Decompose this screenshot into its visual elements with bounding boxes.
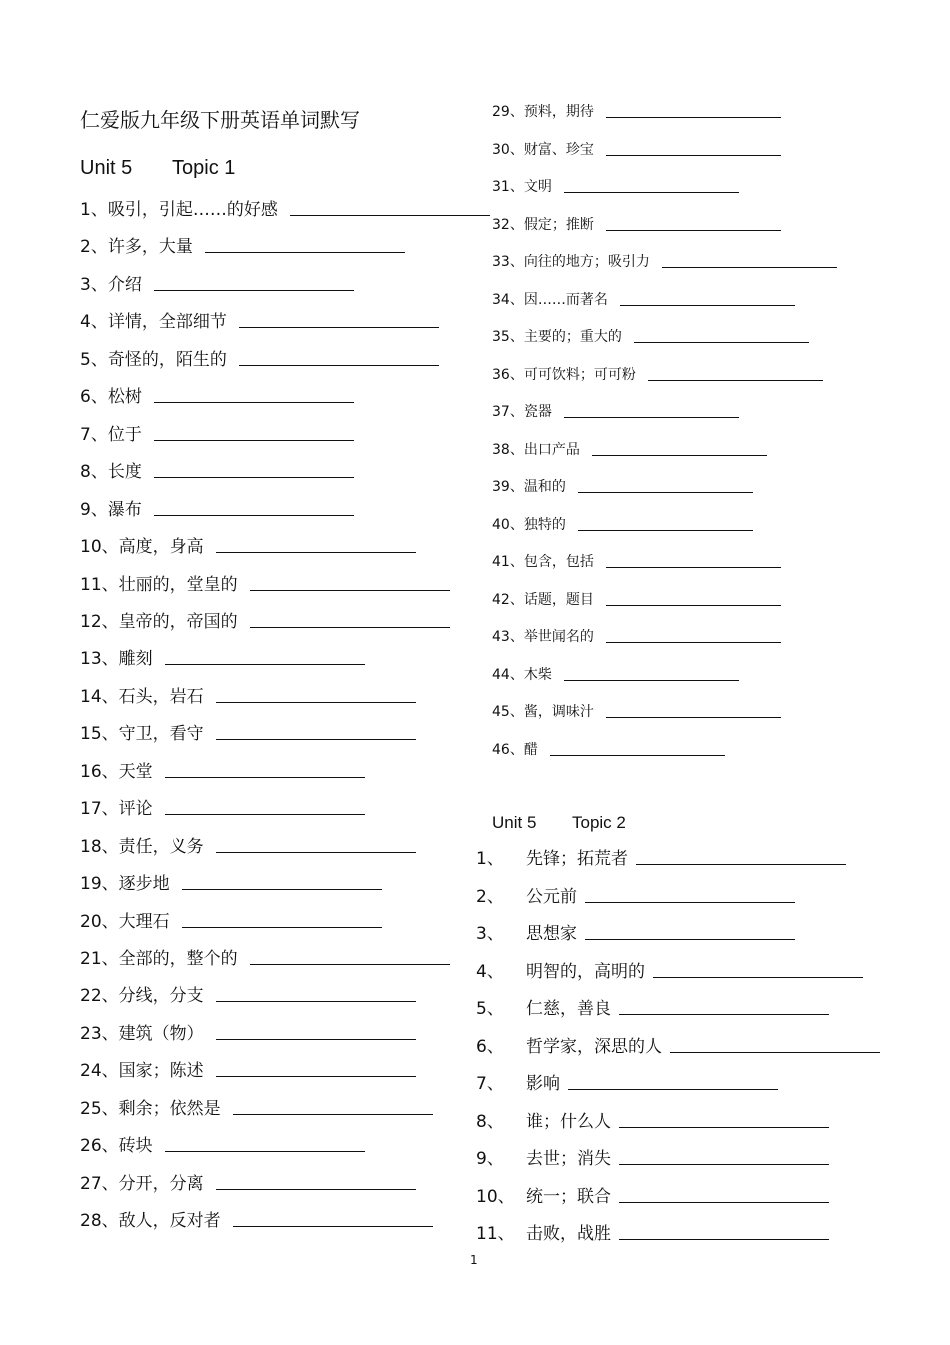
answer-blank[interactable] (619, 1127, 829, 1128)
answer-blank[interactable] (564, 417, 739, 418)
answer-blank[interactable] (592, 455, 767, 456)
item-prompt: 27、分开，分离 (80, 1173, 204, 1194)
item-prompt: 36、可可饮料；可可粉 (492, 366, 636, 383)
item-prompt: 公元前 (526, 886, 577, 907)
list-item (80, 498, 354, 522)
item-number: 11、 (476, 1224, 515, 1244)
list-item (492, 588, 781, 612)
answer-blank[interactable] (233, 1226, 433, 1227)
list-item (492, 550, 781, 574)
answer-blank[interactable] (205, 252, 405, 253)
list-item (80, 573, 450, 597)
answer-blank[interactable] (216, 739, 416, 740)
list-item (492, 738, 725, 762)
list-item (80, 1022, 416, 1046)
answer-blank[interactable] (653, 977, 863, 978)
answer-blank[interactable] (670, 1052, 880, 1053)
answer-blank[interactable] (620, 305, 795, 306)
item-prompt: 45、酱，调味汁 (492, 704, 594, 720)
list-item (80, 310, 439, 334)
item-prompt: 8、长度 (80, 462, 142, 483)
list-item (492, 100, 781, 124)
item-number: 1、 (476, 849, 504, 869)
answer-blank[interactable] (154, 515, 354, 516)
answer-blank[interactable] (216, 1189, 416, 1190)
list-item (476, 997, 829, 1021)
answer-blank[interactable] (564, 192, 739, 193)
list-item (492, 363, 823, 387)
answer-blank[interactable] (606, 117, 781, 118)
answer-blank[interactable] (619, 1239, 829, 1240)
list-item (80, 1097, 433, 1121)
topic1-heading (80, 157, 235, 180)
item-number: 9、 (476, 1149, 504, 1169)
answer-blank[interactable] (239, 365, 439, 366)
list-item (492, 250, 837, 274)
list-item (80, 273, 354, 297)
answer-blank[interactable] (606, 567, 781, 568)
answer-blank[interactable] (250, 590, 450, 591)
list-item (492, 325, 809, 349)
item-prompt: 11、壮丽的，堂皇的 (80, 574, 238, 595)
item-prompt: 19、逐步地 (80, 874, 170, 895)
page-number: 1 (470, 1253, 478, 1267)
item-prompt: 31、文明 (492, 179, 552, 195)
answer-blank[interactable] (154, 290, 354, 291)
list-item (476, 1147, 829, 1171)
topic2-heading (492, 813, 626, 833)
list-item (80, 910, 382, 934)
answer-blank[interactable] (154, 402, 354, 403)
answer-blank[interactable] (165, 1151, 365, 1152)
list-item (80, 872, 382, 896)
item-prompt: 思想家 (526, 924, 577, 944)
list-item (492, 175, 739, 199)
list-item (80, 797, 365, 821)
list-item (80, 1172, 416, 1196)
list-item (80, 685, 416, 709)
item-prompt: 44、木柴 (492, 666, 552, 683)
item-prompt: 10、高度，身高 (80, 537, 204, 558)
list-item (492, 138, 781, 162)
list-item (492, 625, 781, 649)
answer-blank[interactable] (165, 664, 365, 665)
answer-blank[interactable] (550, 755, 725, 756)
item-prompt: 34、因……而著名 (492, 291, 608, 308)
answer-blank[interactable] (606, 155, 781, 156)
list-item (80, 235, 405, 259)
answer-blank[interactable] (648, 380, 823, 381)
answer-blank[interactable] (636, 864, 846, 865)
list-item (80, 760, 365, 784)
list-item (80, 385, 354, 409)
list-item (476, 1185, 829, 1209)
item-number: 2、 (476, 886, 504, 907)
item-prompt: 23、建筑（物） (80, 1023, 204, 1044)
item-prompt: 30、财富、珍宝 (492, 141, 594, 158)
answer-blank[interactable] (182, 889, 382, 890)
answer-blank[interactable] (216, 552, 416, 553)
item-prompt: 14、石头，岩石 (80, 686, 204, 707)
item-prompt: 43、举世闻名的 (492, 629, 594, 645)
item-prompt: 28、敌人，反对者 (80, 1211, 221, 1232)
item-prompt: 2、许多，大量 (80, 237, 193, 258)
item-prompt: 4、详情，全部细节 (80, 312, 227, 333)
answer-blank[interactable] (568, 1089, 778, 1090)
answer-blank[interactable] (233, 1114, 433, 1115)
item-prompt: 41、包含，包括 (492, 554, 594, 570)
item-prompt: 25、剩余；依然是 (80, 1098, 221, 1119)
item-prompt: 影响 (526, 1074, 560, 1094)
item-prompt: 9、瀑布 (80, 499, 142, 520)
answer-blank[interactable] (578, 492, 753, 493)
list-item (80, 984, 416, 1008)
item-prompt: 21、全部的，整个的 (80, 949, 238, 969)
list-item (492, 513, 753, 537)
item-number: 10、 (476, 1186, 515, 1207)
item-number: 8、 (476, 1111, 504, 1132)
answer-blank[interactable] (216, 852, 416, 853)
list-item (492, 213, 781, 237)
answer-blank[interactable] (290, 215, 490, 216)
item-prompt: 18、责任，义务 (80, 836, 204, 857)
item-prompt: 17、评论 (80, 799, 153, 820)
topic2-unit: Unit 5 (492, 813, 537, 832)
item-prompt: 统一；联合 (526, 1186, 611, 1207)
item-prompt: 谁；什么人 (526, 1111, 611, 1132)
answer-blank[interactable] (606, 642, 781, 643)
list-item (80, 460, 354, 484)
item-prompt: 15、守卫，看守 (80, 724, 204, 745)
answer-blank[interactable] (606, 717, 781, 718)
answer-blank[interactable] (216, 1039, 416, 1040)
item-prompt: 6、松树 (80, 387, 142, 408)
item-prompt: 1、吸引，引起……的好感 (80, 200, 278, 220)
item-prompt: 35、主要的；重大的 (492, 329, 622, 345)
answer-blank[interactable] (619, 1202, 829, 1203)
list-item (80, 535, 416, 559)
item-prompt: 37、瓷器 (492, 404, 552, 420)
item-prompt: 仁慈，善良 (526, 999, 611, 1019)
list-item (492, 400, 739, 424)
item-number: 4、 (476, 961, 504, 982)
item-prompt: 5、奇怪的，陌生的 (80, 349, 227, 370)
answer-blank[interactable] (619, 1014, 829, 1015)
item-prompt: 7、位于 (80, 424, 142, 445)
answer-blank[interactable] (578, 530, 753, 531)
list-item (492, 663, 739, 687)
item-number: 6、 (476, 1036, 504, 1057)
item-prompt: 22、分线，分支 (80, 986, 204, 1007)
list-item (476, 847, 846, 871)
list-item (476, 885, 795, 909)
item-prompt: 明智的，高明的 (526, 961, 645, 982)
topic1-unit: Unit 5 (80, 157, 133, 179)
topic1-topic: Topic 1 (172, 157, 236, 179)
list-item (80, 1059, 416, 1083)
item-prompt: 13、雕刻 (80, 649, 153, 670)
item-prompt: 12、皇帝的，帝国的 (80, 611, 238, 632)
answer-blank[interactable] (165, 777, 365, 778)
list-item (476, 1110, 829, 1134)
topic2-topic: Topic 2 (572, 813, 626, 832)
item-number: 3、 (476, 924, 504, 944)
item-prompt: 46、醋 (492, 741, 538, 758)
answer-blank[interactable] (606, 605, 781, 606)
list-item (80, 610, 450, 634)
item-prompt: 26、砖块 (80, 1136, 153, 1157)
answer-blank[interactable] (250, 964, 450, 965)
list-item (80, 647, 365, 671)
answer-blank[interactable] (619, 1164, 829, 1165)
list-item (476, 1072, 778, 1096)
answer-blank[interactable] (182, 927, 382, 928)
list-item (80, 722, 416, 746)
item-prompt: 32、假定；推断 (492, 216, 594, 233)
answer-blank[interactable] (634, 342, 809, 343)
item-prompt: 38、出口产品 (492, 441, 580, 458)
item-prompt: 先锋；拓荒者 (526, 849, 628, 869)
list-item (492, 475, 753, 499)
answer-blank[interactable] (239, 327, 439, 328)
answer-blank[interactable] (154, 440, 354, 441)
list-item (492, 288, 795, 312)
list-item (80, 1134, 365, 1158)
answer-blank[interactable] (585, 939, 795, 940)
list-item (476, 1035, 880, 1059)
list-item (476, 922, 795, 946)
answer-blank[interactable] (216, 1001, 416, 1002)
answer-blank[interactable] (606, 230, 781, 231)
answer-blank[interactable] (154, 477, 354, 478)
list-item (476, 1222, 829, 1246)
item-number: 5、 (476, 999, 504, 1019)
answer-blank[interactable] (216, 702, 416, 703)
item-prompt: 40、独特的 (492, 516, 566, 533)
item-prompt: 击败，战胜 (526, 1224, 611, 1244)
item-prompt: 16、天堂 (80, 761, 153, 782)
item-prompt: 42、话题，题目 (492, 591, 594, 608)
item-prompt: 29、预料，期待 (492, 104, 594, 120)
list-item (80, 423, 354, 447)
item-prompt: 33、向往的地方；吸引力 (492, 254, 650, 270)
answer-blank[interactable] (165, 814, 365, 815)
item-prompt: 3、介绍 (80, 274, 142, 295)
list-item (492, 438, 767, 462)
item-prompt: 20、大理石 (80, 911, 170, 932)
answer-blank[interactable] (662, 267, 837, 268)
answer-blank[interactable] (216, 1076, 416, 1077)
page-title: 仁爱版九年级下册英语单词默写 (80, 108, 360, 132)
list-item (80, 835, 416, 859)
answer-blank[interactable] (585, 902, 795, 903)
list-item (80, 947, 450, 971)
list-item (476, 960, 863, 984)
list-item (80, 1209, 433, 1233)
item-prompt: 39、温和的 (492, 479, 566, 495)
item-number: 7、 (476, 1074, 504, 1094)
item-prompt: 去世；消失 (526, 1149, 611, 1169)
answer-blank[interactable] (250, 627, 450, 628)
item-prompt: 24、国家；陈述 (80, 1061, 204, 1082)
answer-blank[interactable] (564, 680, 739, 681)
list-item (492, 700, 781, 724)
list-item (80, 348, 439, 372)
item-prompt: 哲学家，深思的人 (526, 1036, 662, 1057)
list-item (80, 198, 490, 222)
